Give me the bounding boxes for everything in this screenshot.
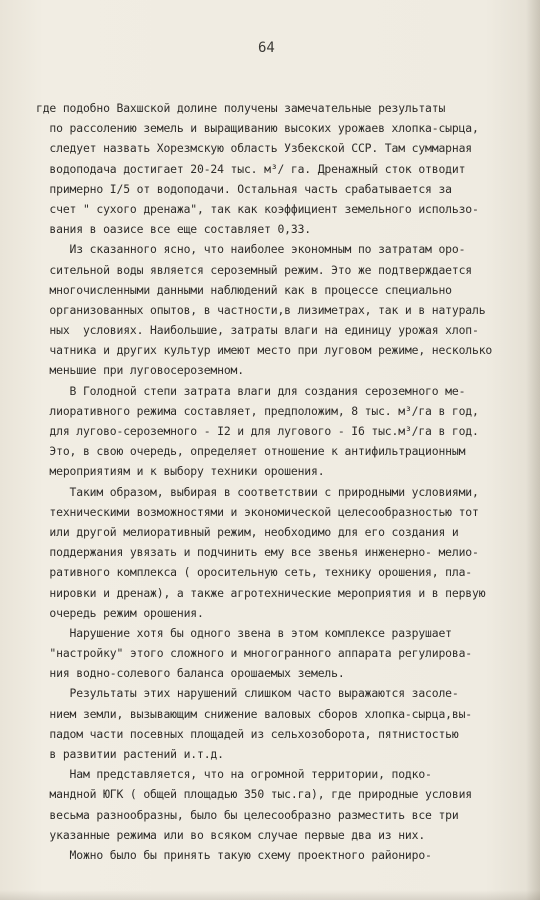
text-line: или другой мелиоративный режим, необходимо для его создания и xyxy=(36,524,459,539)
page-edge-shadow xyxy=(526,0,540,900)
text-line: сительной воды является сероземный режим. Это же подтверждается xyxy=(36,262,473,277)
text-line: нием земли, вызывающим снижение валовых сборов хлопка-сырца,вы- xyxy=(36,706,473,721)
text-line: нировки и дренаж), а также агротехнические мероприятия и в первую xyxy=(36,585,486,600)
text-line: лиоративного режима составляет, предположим, 8 тыс. м³/га в год, xyxy=(36,403,479,418)
body-text xyxy=(36,98,530,865)
text-line: Можно было бы принять такую схему проектного райониро- xyxy=(36,847,432,862)
text-line: мероприятиям и к выбору техники орошения. xyxy=(36,464,325,479)
text-line: в развитии растений и.т.д. xyxy=(36,747,224,761)
text-line: ния водно-солевого баланса орошаемых земель. xyxy=(36,666,345,681)
text-line: примерно I/5 от водоподачи. Остальная часть срабатывается за xyxy=(36,181,452,196)
text-line: В Голодной степи затрата влаги для создания сероземного ме- xyxy=(36,383,466,398)
text-line: мандной ЮГК ( общей площадью 350 тыс.га), где природные условия xyxy=(36,787,473,802)
text-line: Это, в свою очередь, определяет отношение к антифильтрационным xyxy=(36,444,466,459)
text-line: Нарушение хотя бы одного звена в этом комплексе разрушает xyxy=(36,625,452,640)
text-line: "настройку" этого сложного и многогранного аппарата регулирова- xyxy=(36,646,473,661)
text-line: указанные режима или во всяком случае первые два из них. xyxy=(36,827,426,842)
text-line: меньшие при луговосероземном. xyxy=(36,363,244,378)
text-line: Из сказанного ясно, что наиболее экономным по затратам оро- xyxy=(36,242,466,257)
text-line: следует назвать Хорезмскую область Узбекской ССР. Там суммарная xyxy=(36,141,473,156)
text-line: для лугово-сероземного - I2 и для лугового - I6 тыс.м³/га в год. xyxy=(36,424,479,438)
text-line: весьма разнообразны, было бы целесообразно разместить все три xyxy=(36,807,459,822)
page-number: 64 xyxy=(258,40,275,56)
text-line: вания в оазисе все еще составляет 0,33. xyxy=(36,222,312,237)
text-line: счет " сухого дренажа", так как коэффициент земельного использо- xyxy=(36,201,479,216)
text-line: чатника и других культур имеют место при луговом режиме, несколько xyxy=(36,343,493,358)
text-line: водоподача достигает 20-24 тыс. м³/ га. Дренажный сток отводит xyxy=(36,161,466,176)
text-line: ративного комплекса ( оросительную сеть, технику орошения, пла- xyxy=(36,565,473,580)
text-line: техническими возможностями и экономической целесообразностью тот xyxy=(36,504,479,519)
text-line: Результаты этих нарушений слишком часто выражаются засоле- xyxy=(36,686,459,701)
text-line: Таким образом, выбирая в соответствии с природными условиями, xyxy=(36,484,479,499)
text-line: очередь режим орошения. xyxy=(36,605,204,620)
text-line: поддержания увязать и подчинить ему все звенья инженерно- мелио- xyxy=(36,545,479,560)
text-line: Нам представляется, что на огромной территории, подко- xyxy=(36,767,432,782)
text-line: ных условиях. Наибольшие, затраты влаги на единицу урожая хлоп- xyxy=(36,323,479,338)
text-line: по рассолению земель и выращиванию высоких урожаев хлопка-сырца, xyxy=(36,121,479,136)
text-line: где подобно Вахшской долине получены замечательные результаты xyxy=(36,101,446,115)
text-line: организованных опытов, в частности,в лизиметрах, так и в натураль xyxy=(36,302,486,317)
page-bottom-shadow xyxy=(0,890,540,900)
text-line: многочисленными данными наблюдений как в процессе специально xyxy=(36,282,452,297)
text-line: падом части посевных площадей из сельхозоборота, пятнистостью xyxy=(36,726,459,741)
